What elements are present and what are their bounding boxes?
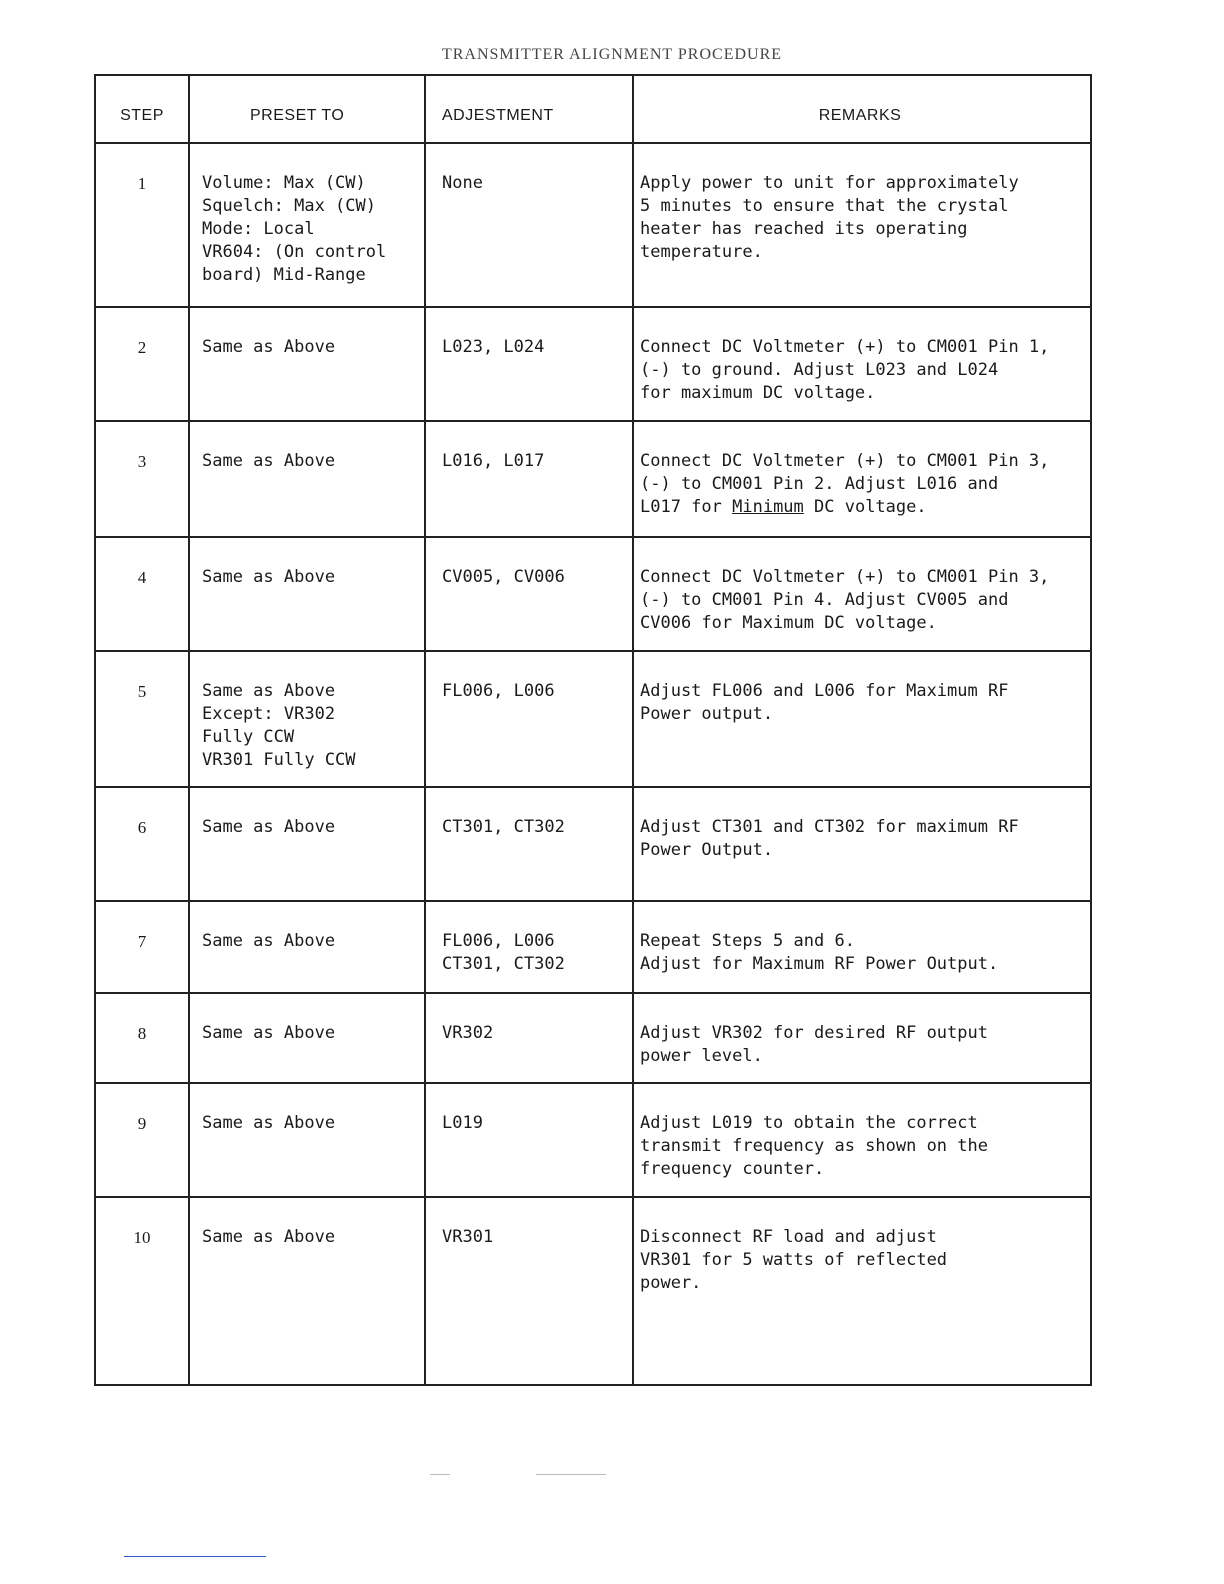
adjustment-cell: VR301 [426, 1198, 634, 1384]
adjustment-cell: VR302 [426, 994, 634, 1082]
remarks-text: DC voltage. [803, 497, 927, 517]
scan-mark [536, 1474, 606, 1475]
remarks-cell [634, 422, 1090, 536]
adjustment-cell: L019 [426, 1084, 634, 1196]
adjustment-cell: CT301, CT302 [426, 788, 634, 900]
preset-cell: Same as Above [190, 308, 426, 420]
table-row [96, 422, 1090, 538]
table-row [96, 538, 1090, 652]
header-step: STEP [96, 76, 190, 142]
preset-cell: Same as Above [190, 422, 426, 536]
remarks-cell: Connect DC Voltmeter (+) to CM001 Pin 1, (-) to ground. Adjust L023 and L024 for maximum DC voltage. [640, 337, 1050, 403]
step-cell: 4 [96, 538, 190, 650]
preset-cell: Same as Above [190, 1084, 426, 1196]
preset-cell: Volume: Max (CW) Squelch: Max (CW) Mode: Local VR604: (On control board) Mid-Range [190, 144, 426, 306]
step-cell: 9 [96, 1084, 190, 1196]
table-row [96, 1084, 1090, 1198]
remarks-cell: Adjust VR302 for desired RF output power level. [640, 1023, 988, 1066]
page-title: TRANSMITTER ALIGNMENT PROCEDURE [441, 46, 783, 63]
adjustment-cell: CV005, CV006 [426, 538, 634, 650]
remarks-cell: Adjust L019 to obtain the correct transmit frequency as shown on the frequency counter. [640, 1113, 988, 1179]
adjustment-cell: FL006, L006 [426, 652, 634, 786]
preset-cell: Same as Above [190, 538, 426, 650]
header-remarks: REMARKS [818, 107, 902, 124]
step-cell: 8 [96, 994, 190, 1082]
preset-cell: Same as Above [190, 788, 426, 900]
step-cell: 6 [96, 788, 190, 900]
scan-mark [430, 1474, 450, 1475]
table-header [96, 76, 1090, 144]
remarks-cell: Connect DC Voltmeter (+) to CM001 Pin 3, (-) to CM001 Pin 4. Adjust CV005 and CV006 for Maximum DC voltage. [640, 567, 1050, 633]
step-cell: 7 [96, 902, 190, 992]
preset-cell: Same as Above [190, 902, 426, 992]
footer-rule [124, 1556, 266, 1557]
remarks-cell: Adjust FL006 and L006 for Maximum RF Power output. [640, 681, 1009, 724]
header-adjustment: ADJESTMENT [426, 76, 634, 142]
table-row [96, 652, 1090, 788]
table-row [96, 994, 1090, 1084]
adjustment-cell: L016, L017 [426, 422, 634, 536]
adjustment-cell: FL006, L006 CT301, CT302 [426, 902, 634, 992]
preset-cell: Same as Above [190, 1198, 426, 1384]
remarks-cell: Repeat Steps 5 and 6. Adjust for Maximum RF Power Output. [640, 931, 999, 974]
step-cell: 10 [96, 1198, 190, 1384]
remarks-cell: Disconnect RF load and adjust VR301 for 5 watts of reflected power. [640, 1227, 948, 1293]
table-row [96, 144, 1090, 308]
preset-cell: Same as Above [190, 994, 426, 1082]
table-row [96, 902, 1090, 994]
step-cell: 3 [96, 422, 190, 536]
remarks-cell: Adjust CT301 and CT302 for maximum RF Power Output. [640, 817, 1019, 860]
adjustment-cell: L023, L024 [426, 308, 634, 420]
remarks-cell: Apply power to unit for approximately 5 minutes to ensure that the crystal heater has reached its operating temperature. [640, 173, 1019, 262]
remarks-emphasis: Minimum [732, 497, 804, 517]
preset-cell: Same as Above Except: VR302 Fully CCW VR301 Fully CCW [190, 652, 426, 786]
adjustment-cell: None [426, 144, 634, 306]
table-row [96, 788, 1090, 902]
step-cell: 1 [96, 144, 190, 306]
step-cell: 5 [96, 652, 190, 786]
header-preset: PRESET TO [190, 76, 426, 142]
step-cell: 2 [96, 308, 190, 420]
table-row [96, 1198, 1090, 1384]
table-row [96, 308, 1090, 422]
remarks-text: Connect DC Voltmeter (+) to CM001 Pin 3, (-) to CM001 Pin 2. Adjust L016 and L017 for [640, 451, 1050, 517]
alignment-table [94, 74, 1092, 1386]
